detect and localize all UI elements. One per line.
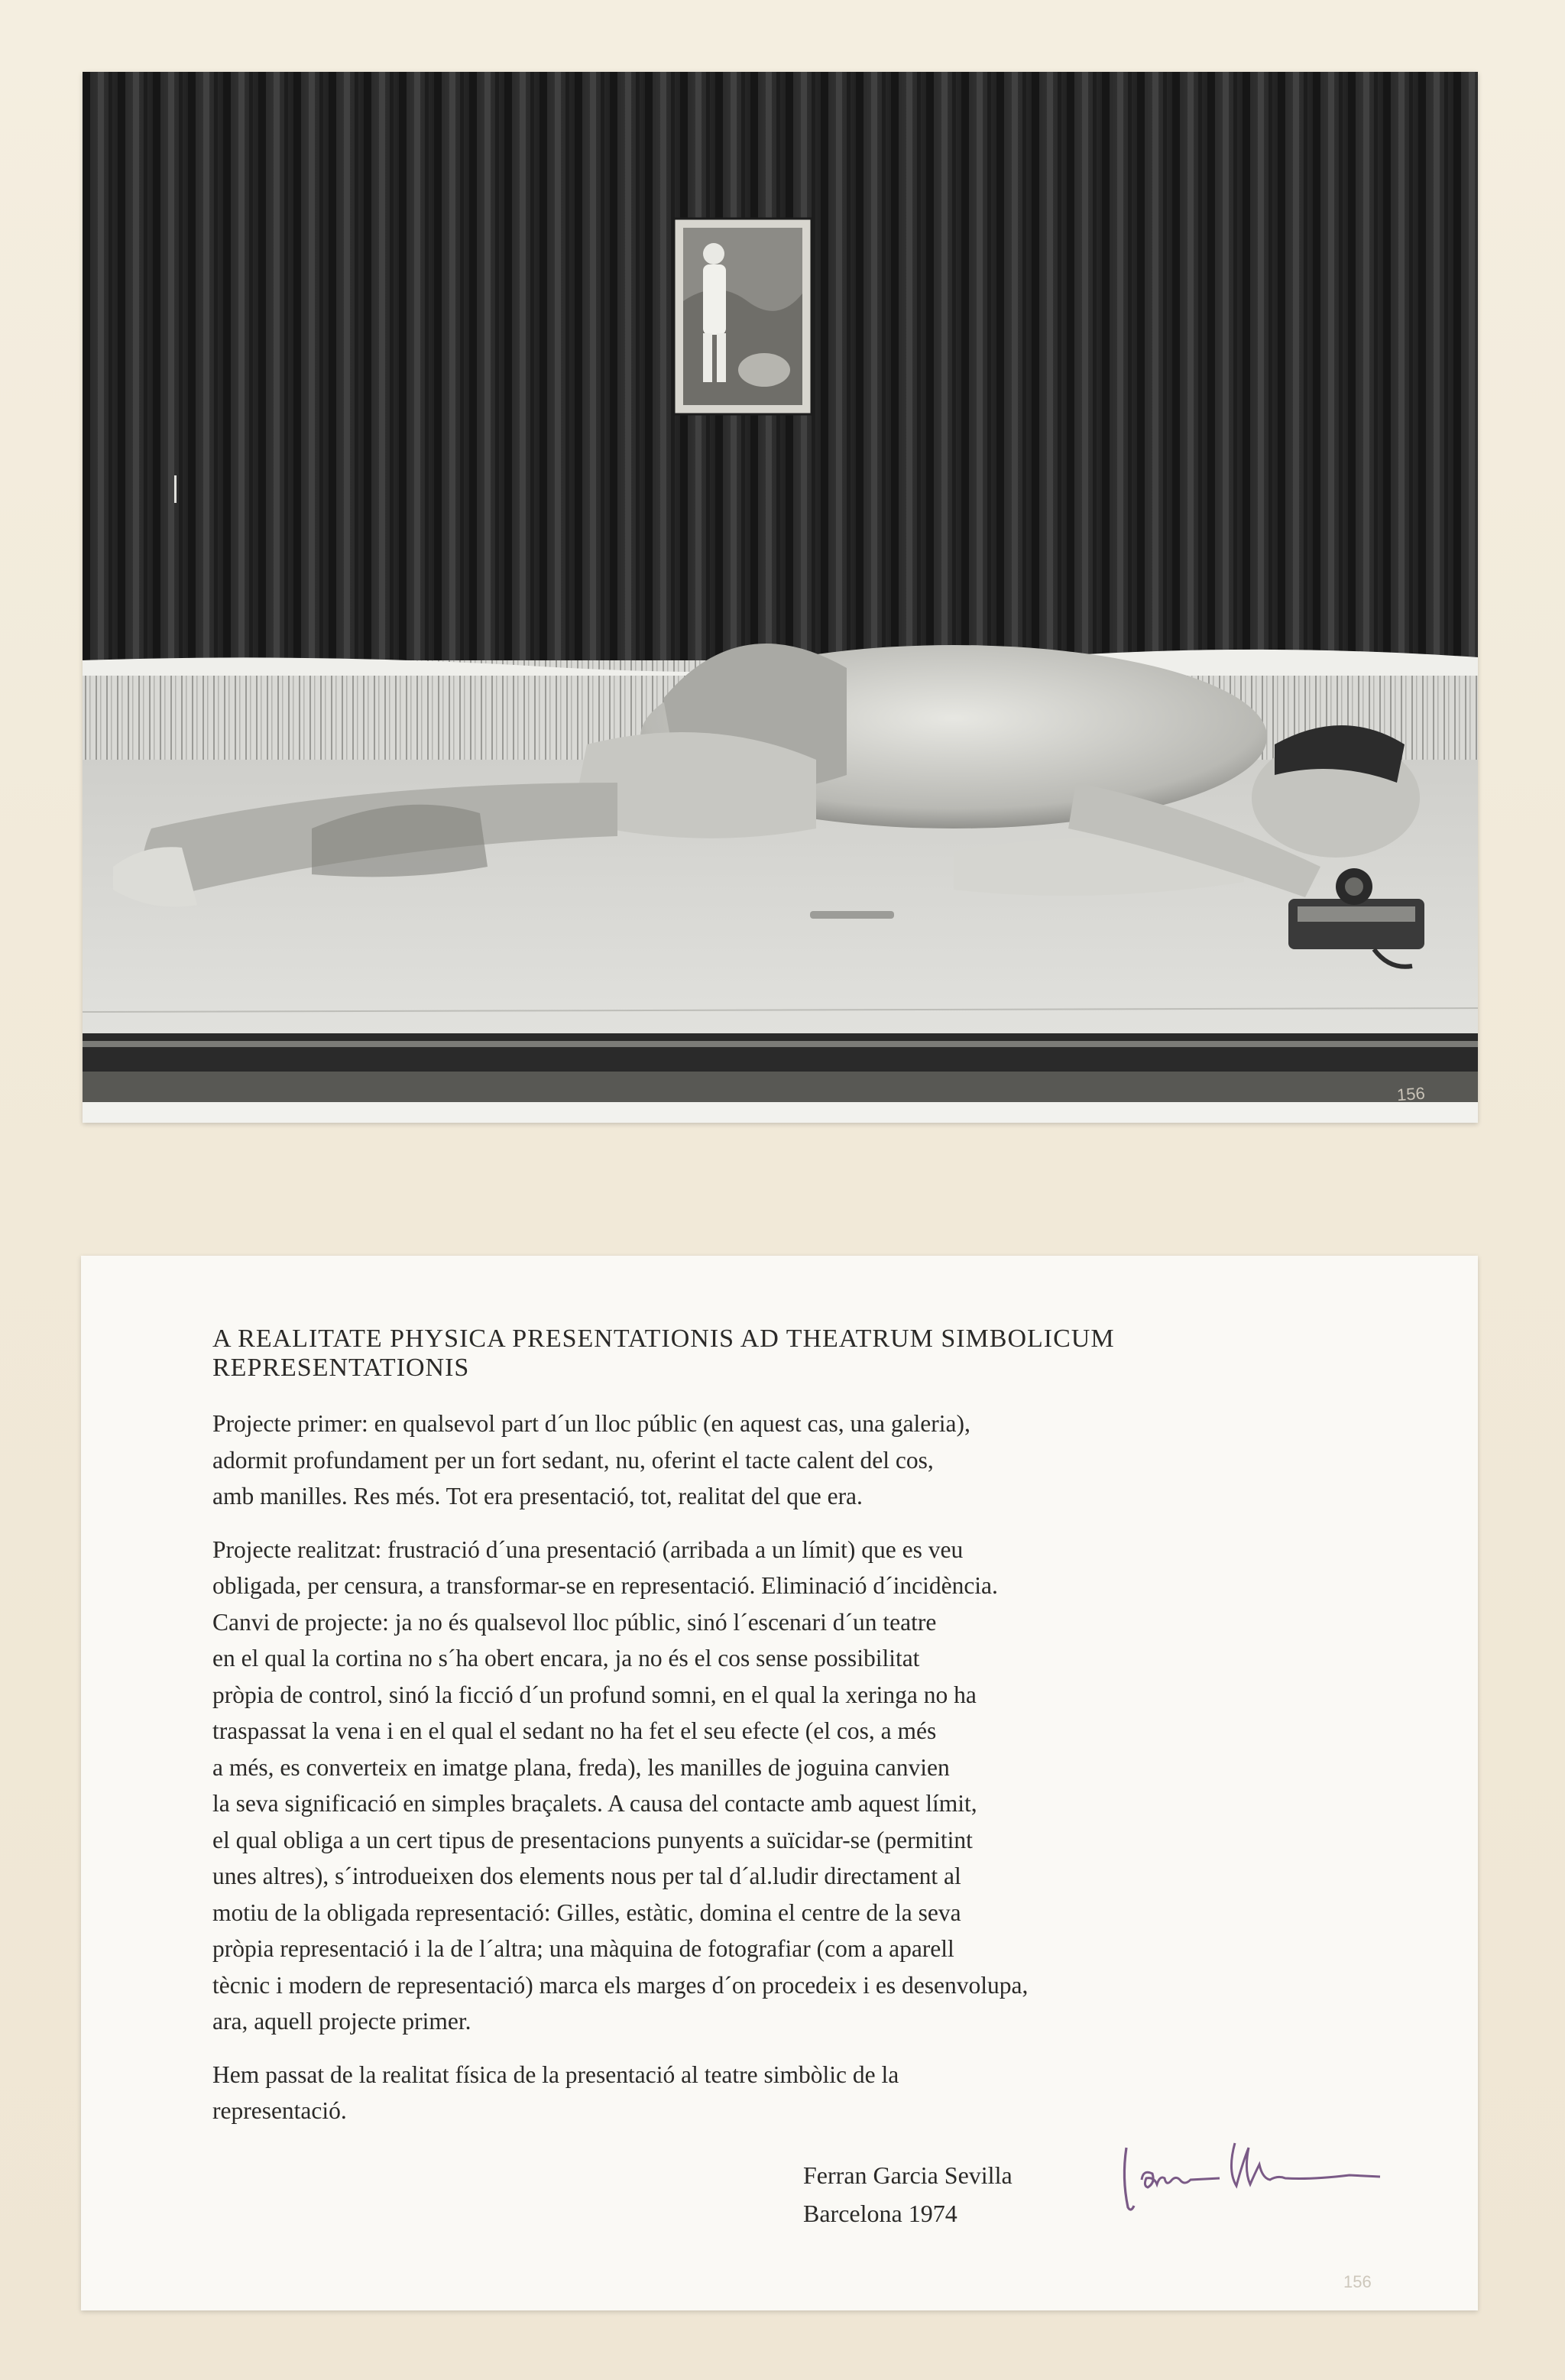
card-edge-number: 156	[1343, 2272, 1372, 2291]
text-line: Projecte realitzat: frustració d´una presentació (arribada a un límit) que es veu	[212, 1535, 964, 1563]
photograph-image	[83, 72, 1478, 1123]
text-line: Projecte primer: en qualsevol part d´un lloc públic (en aquest cas, una galeria),	[212, 1410, 970, 1437]
paragraph-conclusion	[212, 2057, 1359, 2129]
author-name: Ferran Garcia Sevilla	[803, 2161, 1013, 2189]
title-line: A REALITATE PHYSICA PRESENTATIONIS AD THEATRUM SIMBOLICUM	[212, 1325, 1115, 1353]
text-line: amb manilles. Res més. Tot era presentació, tot, realitat del que era.	[212, 1483, 863, 1509]
text-line: en el qual la cortina no s´ha obert encara, ja no és el cos sense possibilitat	[212, 1645, 920, 1672]
text-line: Hem passat de la realitat física de la presentació al teatre simbòlic de la	[212, 2061, 899, 2088]
text-line: obligada, per censura, a transformar-se en representació. Eliminació d´incidència.	[212, 1572, 998, 1599]
text-line: la seva significació en simples braçalets. A causa del contacte amb aquest límit,	[212, 1790, 977, 1817]
photo-edge-number: 156	[1396, 1083, 1426, 1105]
title-line: REPRESENTATIONIS	[212, 1354, 470, 1382]
paragraph-project-realitzat	[212, 1532, 1359, 2040]
paragraph-project-primer	[212, 1406, 1359, 1515]
text-line: pròpia de control, sinó la ficció d´un profund somni, en el qual la xeringa no ha	[212, 1681, 977, 1708]
text-card	[81, 1256, 1478, 2310]
text-line: Canvi de projecte: ja no és qualsevol lloc públic, sinó l´escenari d´un teatre	[212, 1608, 937, 1636]
text-line: el qual obliga a un cert tipus de presentacions punyents a suïcidar-se (permitint	[212, 1826, 973, 1853]
syringe	[810, 911, 894, 919]
text-line: representació.	[212, 2097, 347, 2124]
text-line: motiu de la obligada representació: Gilles, estàtic, domina el centre de la seva	[212, 1898, 961, 1926]
photograph	[83, 72, 1478, 1123]
text-line: adormit profundament per un fort sedant, nu, oferint el tacte calent del cos,	[212, 1446, 934, 1474]
text-line: pròpia representació i la de l´altra; una màquina de fotografiar (com a aparell	[212, 1935, 954, 1962]
text-line: unes altres), s´introdueixen dos elements nous per tal d´al.ludir directament al	[212, 1863, 961, 1889]
handwritten-signature	[1120, 2132, 1395, 2216]
text-line: tècnic i modern de representació) marca els marges d´on procedeix i es desenvolupa,	[212, 1971, 1029, 1999]
place-year: Barcelona 1974	[803, 2200, 957, 2227]
text-line: ara, aquell projecte primer.	[212, 2008, 471, 2035]
card-text	[212, 1325, 1359, 2146]
text-line: traspassat la vena i en el qual el sedant no ha fet el seu efecte (el cos, a més	[212, 1717, 937, 1744]
hanging-picture-gilles	[674, 219, 812, 414]
text-line: a més, es converteix en imatge plana, freda), les manilles de joguina canvien	[212, 1753, 950, 1781]
author-block	[803, 2156, 1013, 2232]
card-title	[212, 1325, 1359, 1383]
